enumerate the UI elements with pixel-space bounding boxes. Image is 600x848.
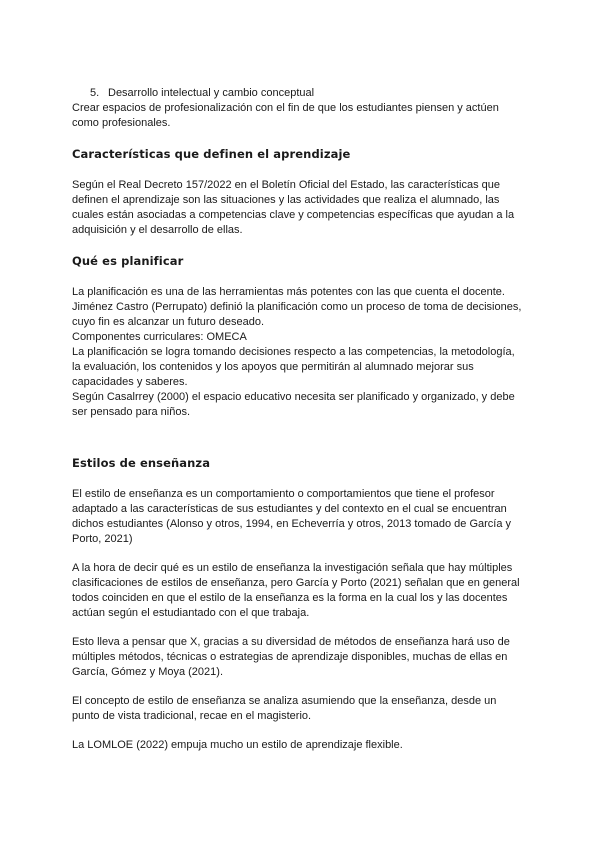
list-number: 5. [90, 87, 100, 99]
text-line: capacidades y saberes. [72, 376, 188, 388]
paragraph-estilos-5 [72, 738, 532, 753]
text-line: La LOMLOE (2022) empuja mucho un estilo de aprendizaje flexible. [72, 739, 403, 751]
text-line: actúan según el estudiantado con el que trabaja. [72, 607, 310, 619]
text-line: como profesionales. [72, 117, 171, 129]
text-line: clasificaciones de estilos de enseñanza, pero García y Porto (2021) señalan que en general [72, 577, 520, 589]
text-line: Según el Real Decreto 157/2022 en el Boletín Oficial del Estado, las características que [72, 179, 501, 191]
paragraph-planificar [72, 285, 532, 420]
text-line: A la hora de decir qué es un estilo de enseñanza la investigación señala que hay múltiples [72, 562, 513, 574]
text-line: Componentes curriculares: OMECA [72, 331, 247, 343]
paragraph-caracteristicas [72, 178, 532, 238]
text-line: El estilo de enseñanza es un comportamiento o comportamientos que tiene el profesor [72, 488, 495, 500]
paragraph-estilos-2 [72, 561, 532, 621]
intro-paragraph [72, 101, 532, 131]
paragraph-estilos-3 [72, 635, 532, 680]
text-line: La planificación es una de las herramientas más potentes con las que cuenta el docente. [72, 286, 505, 298]
text-line: punto de vista tradicional, recae en el magisterio. [72, 710, 312, 722]
text-line: Jiménez Castro (Perrupato) definió la planificación como un proceso de toma de decisiones, [72, 301, 522, 313]
heading-planificar: Qué es planificar [72, 254, 184, 268]
heading-caracteristicas: Características que definen el aprendizaje [72, 147, 351, 161]
text-line: La planificación se logra tomando decisiones respecto a las competencias, la metodología, [72, 346, 515, 358]
text-line: El concepto de estilo de enseñanza se analiza asumiendo que la enseñanza, desde un [72, 695, 497, 707]
text-line: Porto, 2021) [72, 533, 133, 545]
text-line: la evaluación, los contenidos y los apoyos que permitirán al alumnado mejorar sus [72, 361, 474, 373]
text-line: Según Casalrrey (2000) el espacio educativo necesita ser planificado y organizado, y debe [72, 391, 515, 403]
list-text: Desarrollo intelectual y cambio conceptual [108, 87, 315, 99]
text-line: múltiples métodos, técnicas o estrategias de aprendizaje disponibles, muchas de ellas en [72, 651, 508, 663]
text-line: Crear espacios de profesionalización con el fin de que los estudiantes piensen y actúen [72, 102, 499, 114]
text-line: dichos estudiantes (Alonso y otros, 1994, en Echeverría y otros, 2013 tomado de García y [72, 518, 512, 530]
text-line: definen el aprendizaje son las situaciones y las actividades que realiza el alumnado, las [72, 194, 500, 206]
heading-estilos: Estilos de enseñanza [72, 456, 211, 470]
text-line: Esto lleva a pensar que X, gracias a su diversidad de métodos de enseñanza hará uso de [72, 636, 510, 648]
list-item [90, 86, 532, 101]
text-line: adquisición y el desarrollo de ellas. [72, 224, 243, 236]
paragraph-estilos-4 [72, 694, 532, 724]
paragraph-estilos-1 [72, 487, 532, 547]
text-line: ser pensado para niños. [72, 406, 191, 418]
document-page [72, 86, 532, 753]
text-line: adaptado a las características de sus estudiantes y del contexto en el cual se encuentran [72, 503, 507, 515]
text-line: García, Gómez y Moya (2021). [72, 666, 223, 678]
text-line: todos coinciden en que el estilo de la enseñanza es la forma en la cual los y las docentes [72, 592, 508, 604]
text-line: cuales están asociadas a competencias clave y competencias específicas que ayudan a la [72, 209, 515, 221]
text-line: cuyo fin es alcanzar un futuro deseado. [72, 316, 265, 328]
